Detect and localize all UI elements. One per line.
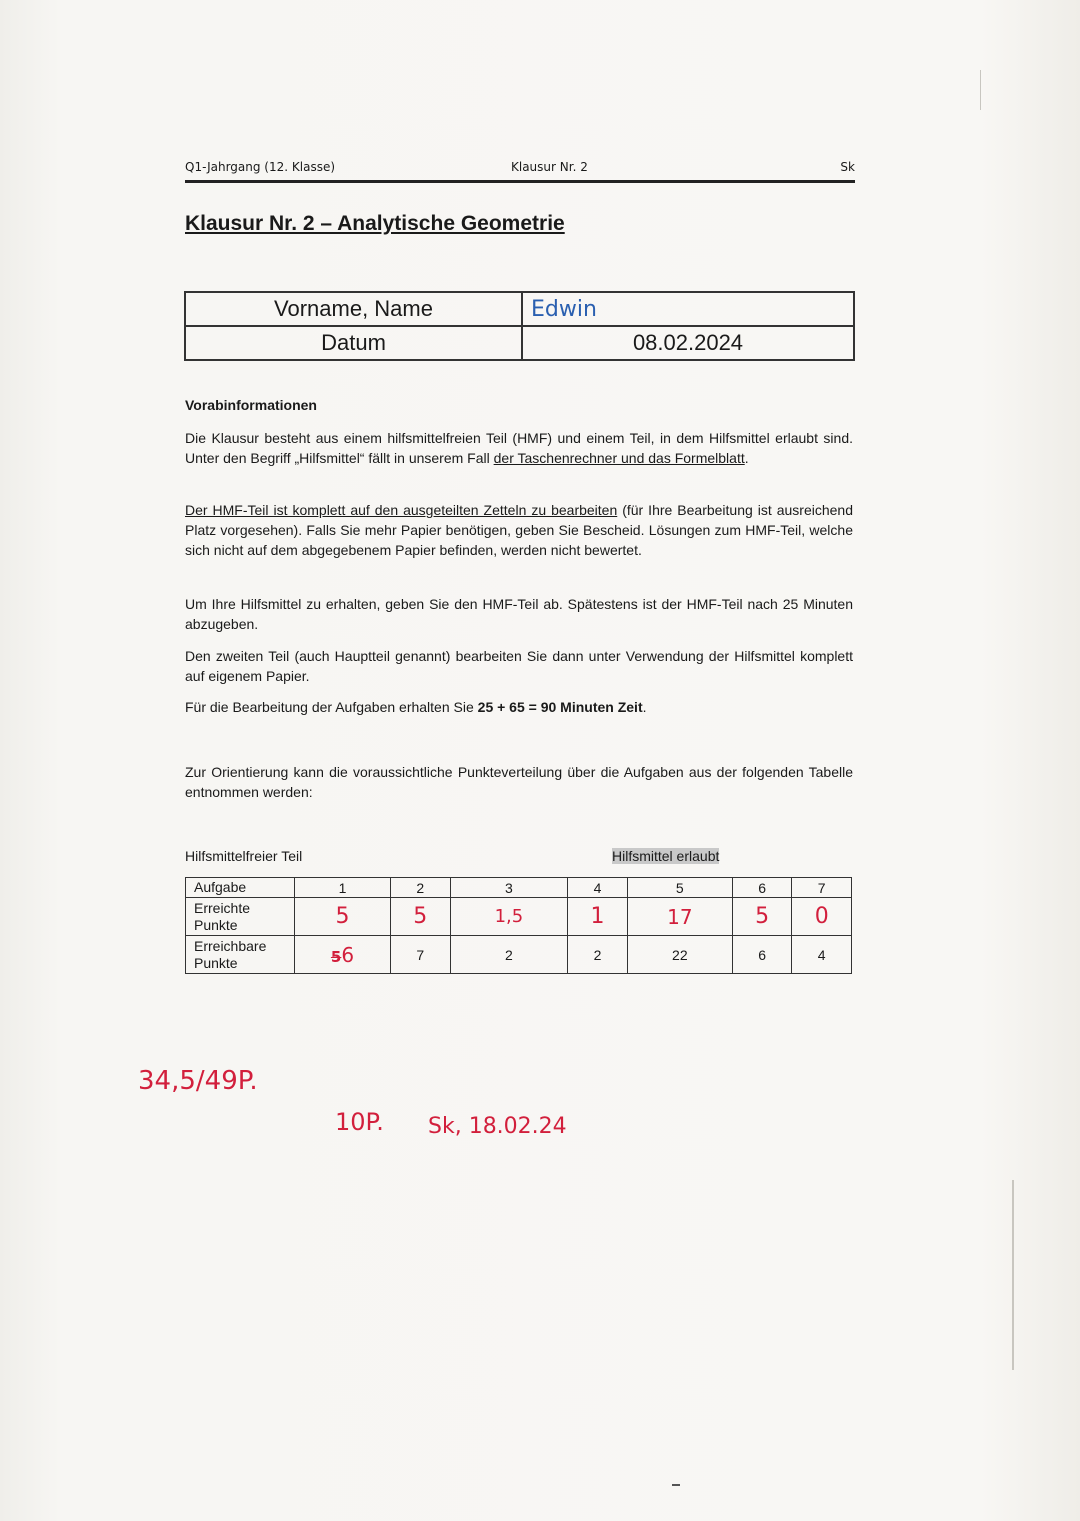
handwritten-total: 34,5/49P. (138, 1066, 258, 1096)
paragraph-2-underlined: Der HMF-Teil ist komplett auf den ausgeteilten Zetteln zu bearbeiten (185, 502, 618, 518)
name-value (522, 292, 854, 326)
allowed-label-text: Hilfsmittel erlaubt (612, 848, 720, 864)
paragraph-4: Den zweiten Teil (auch Hauptteil genannt) bearbeiten Sie dann unter Verwendung der Hilfsmittel komplett auf eigenem Papier. (185, 648, 853, 684)
page-header (185, 158, 855, 183)
scan-edge-mark (980, 70, 981, 110)
achieved-points: 1 (568, 898, 628, 936)
paragraph-1-underlined: der Taschenrechner und das Formelblatt (493, 450, 745, 466)
task-number: 5 (627, 878, 732, 898)
name-label: Vorname, Name (185, 292, 522, 326)
allowed-label (612, 846, 719, 866)
paragraph-2-text: (für Ihre Bearbeitung ist ausreichend Platz vorgesehen). Falls Sie mehr Papier benötigen, geben Sie Bescheid. Lösungen zum HMF-Teil, welche sich nicht auf dem abgegebenem Papier befinden, werden nicht bewertet. (185, 502, 853, 558)
student-info-table (184, 291, 855, 361)
achieved-points: 17 (627, 898, 732, 936)
header-course: Q1-Jahrgang (12. Klasse) (185, 160, 336, 174)
section-heading: Vorabinformationen (185, 397, 317, 413)
row-label-achieved (186, 898, 295, 936)
struck-value: 5 (330, 947, 342, 966)
paragraph-5 (185, 697, 853, 717)
paragraph-1 (185, 428, 853, 468)
achievable-points: 2 (568, 936, 628, 974)
scan-speck (672, 1484, 680, 1486)
task-number: 2 (390, 878, 450, 898)
row-label-achievable-line1: Erreichbare (194, 937, 267, 954)
achieved-points: 0 (792, 898, 852, 936)
achievable-points (295, 936, 391, 974)
paragraph-5-end: . (642, 699, 647, 715)
achievable-points: 4 (792, 936, 852, 974)
paragraph-1-end: . (744, 450, 749, 466)
achieved-points: 1,5 (450, 898, 568, 936)
header-exam: Klausur Nr. 2 (511, 160, 588, 174)
row-label-achieved-line1: Erreichte (194, 899, 251, 916)
points-table (185, 877, 852, 974)
header-initials: Sk (840, 160, 855, 174)
paragraph-5-text: Für die Bearbeitung der Aufgaben erhalten Sie (185, 699, 478, 715)
task-number: 4 (568, 878, 628, 898)
achieved-points: 5 (295, 898, 391, 936)
row-label-achieved-line2: Punkte (194, 916, 238, 933)
handwritten-signature: Sk, 18.02.24 (428, 1114, 567, 1139)
paragraph-6: Zur Orientierung kann die voraussichtliche Punkteverteilung über die Aufgaben aus der folgenden Tabelle entnommen werden: (185, 764, 853, 800)
scan-edge-mark (1012, 1180, 1014, 1370)
task-number: 7 (792, 878, 852, 898)
date-value: 08.02.2024 (522, 326, 854, 360)
row-label-achievable (186, 936, 295, 974)
paragraph-3: Um Ihre Hilfsmittel zu erhalten, geben Sie den HMF-Teil ab. Spätestens ist der HMF-Teil nach 25 Minuten abzugeben. (185, 596, 853, 632)
hmf-label: Hilfsmittelfreier Teil (185, 848, 303, 864)
task-number: 6 (732, 878, 792, 898)
achieved-points: 5 (732, 898, 792, 936)
task-number: 3 (450, 878, 568, 898)
row-label-task: Aufgabe (186, 878, 295, 898)
achievable-points: 7 (390, 936, 450, 974)
achievable-points: 22 (627, 936, 732, 974)
handwritten-name: Edwin (531, 297, 597, 322)
paragraph-2 (185, 500, 853, 560)
date-label: Datum (185, 326, 522, 360)
paragraph-5-bold: 25 + 65 = 90 Minuten Zeit (477, 699, 643, 715)
task-number: 1 (295, 878, 391, 898)
row-label-achievable-line2: Punkte (194, 954, 238, 971)
achievable-points: 6 (732, 936, 792, 974)
achieved-points: 5 (390, 898, 450, 936)
paragraph-1-text: Die Klausur besteht aus einem hilfsmittelfreien Teil (HMF) und einem Teil, in dem Hilfsmittel erlaubt sind. Unter den Begriff „Hilfsmittel“ fällt in unserem Fall (185, 430, 853, 466)
page-title: Klausur Nr. 2 – Analytische Geometrie (185, 212, 565, 235)
corrected-value: 6 (341, 942, 355, 967)
achievable-points: 2 (450, 936, 568, 974)
handwritten-grade: 10P. (335, 1108, 384, 1136)
